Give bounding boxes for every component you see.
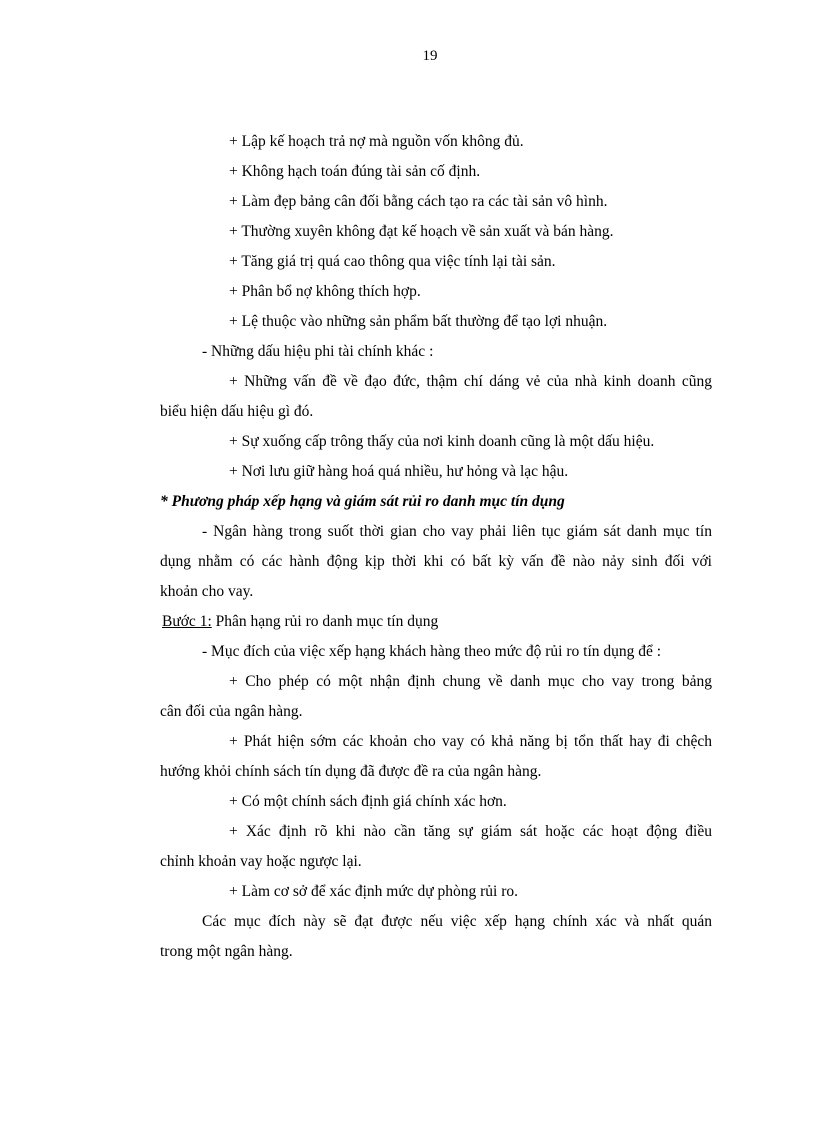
bullet-line: + Làm đẹp bảng cân đối bằng cách tạo ra các tài sản vô hình.: [229, 193, 608, 210]
step-text: Phân hạng rủi ro danh mục tín dụng: [211, 613, 439, 630]
paragraph-line: khoản cho vay.: [160, 583, 254, 600]
paragraph-line: dụng nhằm có các hành động kịp thời khi có bất kỳ vấn đề nào nảy sinh đối với: [160, 553, 712, 570]
bullet-line: + Có một chính sách định giá chính xác hơn.: [229, 793, 507, 810]
dash-line: - Mục đích của việc xếp hạng khách hàng theo mức độ rủi ro tín dụng để :: [202, 643, 662, 660]
bullet-line: + Sự xuống cấp trông thấy của nơi kinh doanh cũng là một dấu hiệu.: [229, 433, 655, 450]
paragraph-line: trong một ngân hàng.: [160, 943, 293, 960]
continuation-line: cân đối của ngân hàng.: [160, 703, 303, 720]
continuation-line: hướng khỏi chính sách tín dụng đã được đề ra của ngân hàng.: [160, 763, 542, 780]
bullet-line: + Tăng giá trị quá cao thông qua việc tính lại tài sản.: [229, 253, 556, 270]
dash-line: - Những dấu hiệu phi tài chính khác :: [202, 343, 434, 360]
paragraph-line: Các mục đích này sẽ đạt được nếu việc xếp hạng chính xác và nhất quán: [202, 913, 712, 930]
bullet-line: + Làm cơ sở để xác định mức dự phòng rủi ro.: [229, 883, 519, 900]
bullet-line: + Phân bổ nợ không thích hợp.: [229, 283, 421, 300]
bullet-line: + Những vấn đề về đạo đức, thậm chí dáng vẻ của nhà kinh doanh cũng: [229, 373, 712, 390]
bullet-line: + Lệ thuộc vào những sản phẩm bất thường để tạo lợi nhuận.: [229, 313, 608, 330]
continuation-line: biểu hiện dấu hiệu gì đó.: [160, 403, 314, 420]
bullet-line: + Cho phép có một nhận định chung về danh mục cho vay trong bảng: [229, 673, 712, 690]
bullet-line: + Phát hiện sớm các khoản cho vay có khả năng bị tổn thất hay đi chệch: [229, 733, 712, 750]
step-heading: [162, 612, 438, 632]
bullet-line: + Không hạch toán đúng tài sản cố định.: [229, 163, 481, 180]
bullet-line: + Lập kế hoạch trả nợ mà nguồn vốn không đủ.: [229, 133, 524, 150]
bullet-line: + Thường xuyên không đạt kế hoạch về sản xuất và bán hàng.: [229, 223, 614, 240]
bullet-line: + Nơi lưu giữ hàng hoá quá nhiều, hư hỏng và lạc hậu.: [229, 463, 569, 480]
bullet-line: + Xác định rõ khi nào cần tăng sự giám sát hoặc các hoạt động điều: [229, 823, 712, 840]
section-heading: * Phương pháp xếp hạng và giám sát rủi ro danh mục tín dụng: [160, 493, 565, 510]
step-label: Bước 1:: [162, 613, 212, 630]
page-number: 19: [422, 48, 438, 64]
continuation-line: chỉnh khoản vay hoặc ngược lại.: [160, 853, 362, 870]
paragraph-line: - Ngân hàng trong suốt thời gian cho vay phải liên tục giám sát danh mục tín: [202, 523, 712, 540]
